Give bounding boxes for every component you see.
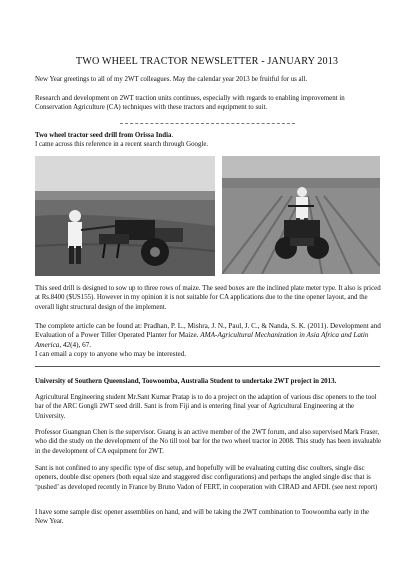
reference-lead: The complete article can be found at: [35, 322, 144, 330]
greeting-paragraph: New Year greetings to all of my 2WT colleagues. May the calendar year 2013 be fruitful for us all. [35, 76, 308, 83]
newsletter-title: TWO WHEEL TRACTOR NEWSLETTER - JANUARY 2013 [75, 56, 339, 67]
reference-journal: AMA-Agricultural Mechanization in Asia Africa and Latin America [35, 331, 369, 349]
article-reference [35, 322, 383, 359]
reference-tail: (4), 67. [70, 340, 92, 349]
section2-heading: University of Southern Queensland, Toowoomba, Australia Student to undertake 2WT project in 2013. [35, 378, 337, 385]
section1-heading-block [35, 131, 383, 150]
reference-comma: , [59, 340, 63, 349]
section2-paragraph-3: Sant is not confined to any specific type of disc setup, and hopefully will be evaluating cutting disc coulters, single disc openers, double disc openers (both equal size and staggered disc configurations) and perhaps the angled single disc that is ‘pushed’ as developed recently in France by Bruno Vadon of FERT, in cooperation with CIRAD and AFDI. (see next report) [35, 465, 378, 491]
seed-drill-photo-1 [35, 156, 215, 276]
section2-paragraph-1: Agricultural Engineering student Mr.Sant Kumar Pratap is to do a project on the adaption of various disc openers to the tool bar of the ARC Gongli 2WT seed drill. Sant is from Fiji and is entering final year of Agricultural Engineering at the University. [35, 394, 377, 420]
section2-paragraph-4: I have some sample disc opener assemblies on hand, and will be taking the 2WT combination to Toowoomba early in the New Year. [35, 509, 369, 526]
section-divider [35, 366, 380, 367]
intro-paragraph: Research and development on 2WT traction units continues, especially with regards to enabling improvement in Conservation Agriculture (CA) techniques with these tractors and equipment to suit. [35, 95, 345, 112]
section-separator [120, 123, 295, 124]
email-note: I can email a copy to anyone who may be interested. [35, 349, 187, 358]
seed-drill-description: This seed drill is designed to sow up to three rows of maize. The seed boxes are the inclined plate meter type. It also is priced at Rs.8400 ($US155). However in my opinion it is not suitable for CA applications due to the tine opener layout, and the overall light structural design of the implement. [35, 285, 381, 311]
section1-found-note: I came across this reference in a recent search through Google. [35, 141, 209, 149]
reference-authors: Pradhan, P. L., Mishra, J. N., Paul, J. C., & Nanda, S. K. (2011). Development and Evaluation of a Power Tiller Operated Planter for Maize. [35, 322, 381, 340]
section2-paragraph-2: Professor Guangnan Chen is the supervisor. Guang is an active member of the 2WT forum, and also supervised Mark Fraser, who did the study on the development of the No till tool bar for the two wheel tractor in 2008. This study has been invaluable in the development of CA equipment for 2WT. [35, 429, 382, 455]
section1-heading-suffix: . [171, 132, 174, 139]
seed-drill-photo-2 [222, 156, 380, 274]
reference-volume: 42 [62, 340, 71, 349]
section1-heading: Two wheel tractor seed drill from Orissa India [35, 132, 172, 139]
